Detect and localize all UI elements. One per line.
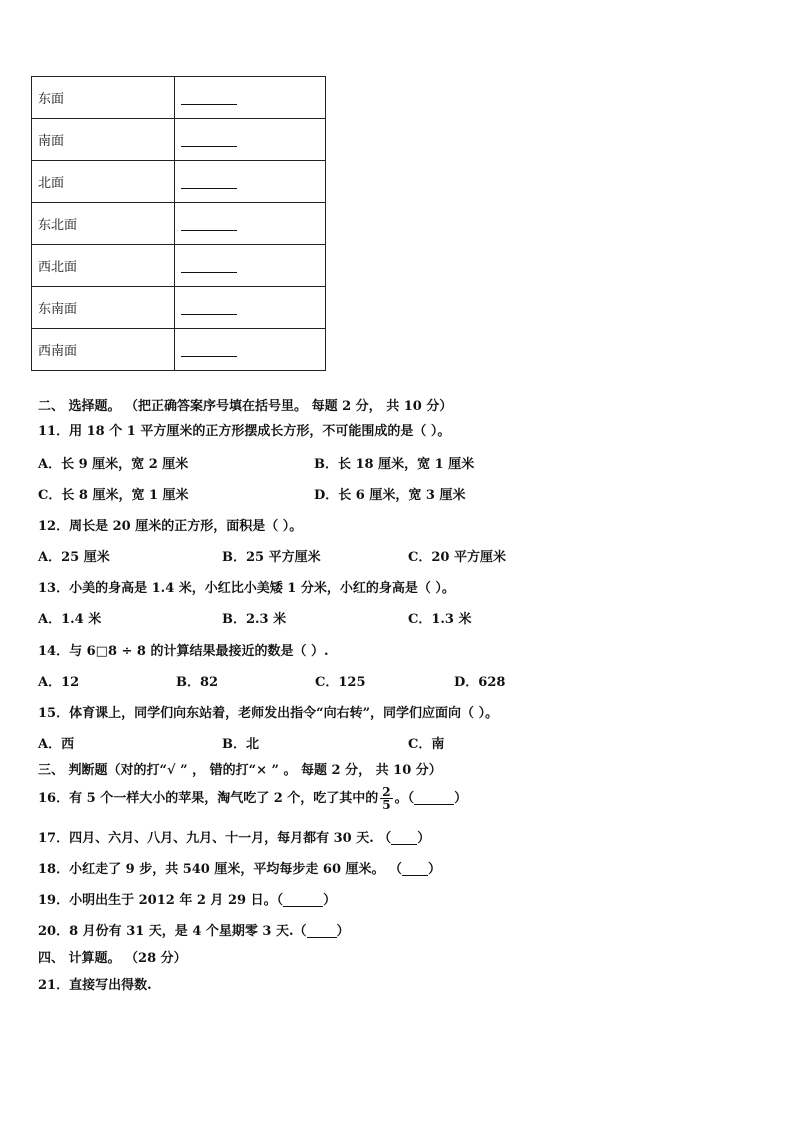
q19 xyxy=(38,889,336,908)
answer-cell[interactable] xyxy=(175,287,326,329)
answer-blank[interactable] xyxy=(181,90,237,105)
q11-option-b[interactable]: B．长 18 厘米，宽 1 厘米 xyxy=(314,457,475,472)
answer-blank[interactable] xyxy=(181,300,237,315)
q14-option-d[interactable]: D．628 xyxy=(454,675,506,690)
q20 xyxy=(38,920,350,939)
q11-option-d[interactable]: D．长 6 厘米，宽 3 厘米 xyxy=(314,488,466,503)
q15-option-c[interactable]: C．南 xyxy=(408,737,445,752)
table-row xyxy=(32,287,326,329)
fraction-denominator: 5 xyxy=(382,798,391,812)
fraction-numerator: 2 xyxy=(382,785,391,799)
q20-bracket-close: ） xyxy=(336,924,350,939)
direction-label: 东北面 xyxy=(32,203,175,245)
answer-cell[interactable] xyxy=(175,245,326,287)
q13-option-b[interactable]: B．2.3 米 xyxy=(222,612,287,627)
section3-title: 三、 判断题（对的打“√ ” ， 错的打“× ” 。 每题 2 分， 共 10 分） xyxy=(38,763,442,778)
q11-option-c[interactable]: C．长 8 厘米，宽 1 厘米 xyxy=(38,488,189,503)
q16 xyxy=(38,786,467,811)
answer-cell[interactable] xyxy=(175,161,326,203)
direction-label: 南面 xyxy=(32,119,175,161)
q18-text: 18．小红走了 9 步，共 540 厘米，平均每步走 60 厘米。 （ xyxy=(38,862,403,877)
q11-option-a[interactable]: A．长 9 厘米，宽 2 厘米 xyxy=(38,457,189,472)
section2-title: 二、 选择题。 （把正确答案序号填在括号里。 每题 2 分， 共 10 分） xyxy=(38,399,453,414)
answer-blank[interactable] xyxy=(181,216,237,231)
q18-answer-blank[interactable] xyxy=(402,862,428,876)
q12-option-c[interactable]: C．20 平方厘米 xyxy=(408,550,506,565)
q17-answer-blank[interactable] xyxy=(391,831,417,845)
direction-table xyxy=(31,76,326,371)
q15-option-a[interactable]: A．西 xyxy=(38,737,75,752)
q17-text: 17．四月、六月、八月、九月、十一月，每月都有 30 天. （ xyxy=(38,831,392,846)
q20-text: 20．8 月份有 31 天，是 4 个星期零 3 天.（ xyxy=(38,924,307,939)
q13-option-c[interactable]: C．1.3 米 xyxy=(408,612,472,627)
answer-cell[interactable] xyxy=(175,77,326,119)
q12-option-b[interactable]: B．25 平方厘米 xyxy=(222,550,321,565)
q21-stem: 21．直接写出得数. xyxy=(38,978,152,993)
q17 xyxy=(38,827,430,846)
answer-blank[interactable] xyxy=(181,132,237,147)
table-row xyxy=(32,119,326,161)
q16-bracket-open: 。（ xyxy=(394,791,415,806)
q12-stem: 12．周长是 20 厘米的正方形，面积是（ ）。 xyxy=(38,519,303,534)
answer-cell[interactable] xyxy=(175,119,326,161)
q16-bracket-close: ） xyxy=(454,791,468,806)
q19-answer-blank[interactable] xyxy=(283,893,323,907)
q18 xyxy=(38,858,441,877)
q12-option-a[interactable]: A．25 厘米 xyxy=(38,550,110,565)
direction-label: 北面 xyxy=(32,161,175,203)
q13-option-a[interactable]: A．1.4 米 xyxy=(38,612,102,627)
q18-bracket-close: ） xyxy=(428,862,442,877)
q17-bracket-close: ） xyxy=(417,831,431,846)
table-row xyxy=(32,77,326,119)
direction-label: 西北面 xyxy=(32,245,175,287)
q14-stem: 14．与 6□8 ÷ 8 的计算结果最接近的数是（ ）. xyxy=(38,644,329,659)
q19-bracket-close: ） xyxy=(323,893,337,908)
q16-text: 16．有 5 个一样大小的苹果，淘气吃了 2 个，吃了其中的 xyxy=(38,791,379,806)
table-row xyxy=(32,161,326,203)
table-row xyxy=(32,245,326,287)
answer-blank[interactable] xyxy=(181,174,237,189)
q14-option-c[interactable]: C．125 xyxy=(315,675,366,690)
q14-option-b[interactable]: B．82 xyxy=(176,675,219,690)
fraction-two-fifths xyxy=(380,786,392,811)
answer-cell[interactable] xyxy=(175,203,326,245)
q15-option-b[interactable]: B．北 xyxy=(222,737,259,752)
q16-answer-blank[interactable] xyxy=(414,791,454,805)
direction-label: 西南面 xyxy=(32,329,175,371)
answer-blank[interactable] xyxy=(181,342,237,357)
q19-text: 19．小明出生于 2012 年 2 月 29 日。（ xyxy=(38,893,284,908)
direction-label: 东面 xyxy=(32,77,175,119)
answer-blank[interactable] xyxy=(181,258,237,273)
q20-answer-blank[interactable] xyxy=(307,924,337,938)
q14-option-a[interactable]: A．12 xyxy=(38,675,80,690)
q11-stem: 11．用 18 个 1 平方厘米的正方形摆成长方形，不可能围成的是（ ）。 xyxy=(38,424,451,439)
direction-label: 东南面 xyxy=(32,287,175,329)
section4-title: 四、 计算题。 （28 分） xyxy=(38,951,187,966)
answer-cell[interactable] xyxy=(175,329,326,371)
q13-stem: 13．小美的身高是 1.4 米，小红比小美矮 1 分米，小红的身高是（ ）。 xyxy=(38,581,455,596)
table-row xyxy=(32,329,326,371)
table-row xyxy=(32,203,326,245)
q15-stem: 15．体育课上，同学们向东站着，老师发出指令“向右转”，同学们应面向（ ）。 xyxy=(38,706,499,721)
